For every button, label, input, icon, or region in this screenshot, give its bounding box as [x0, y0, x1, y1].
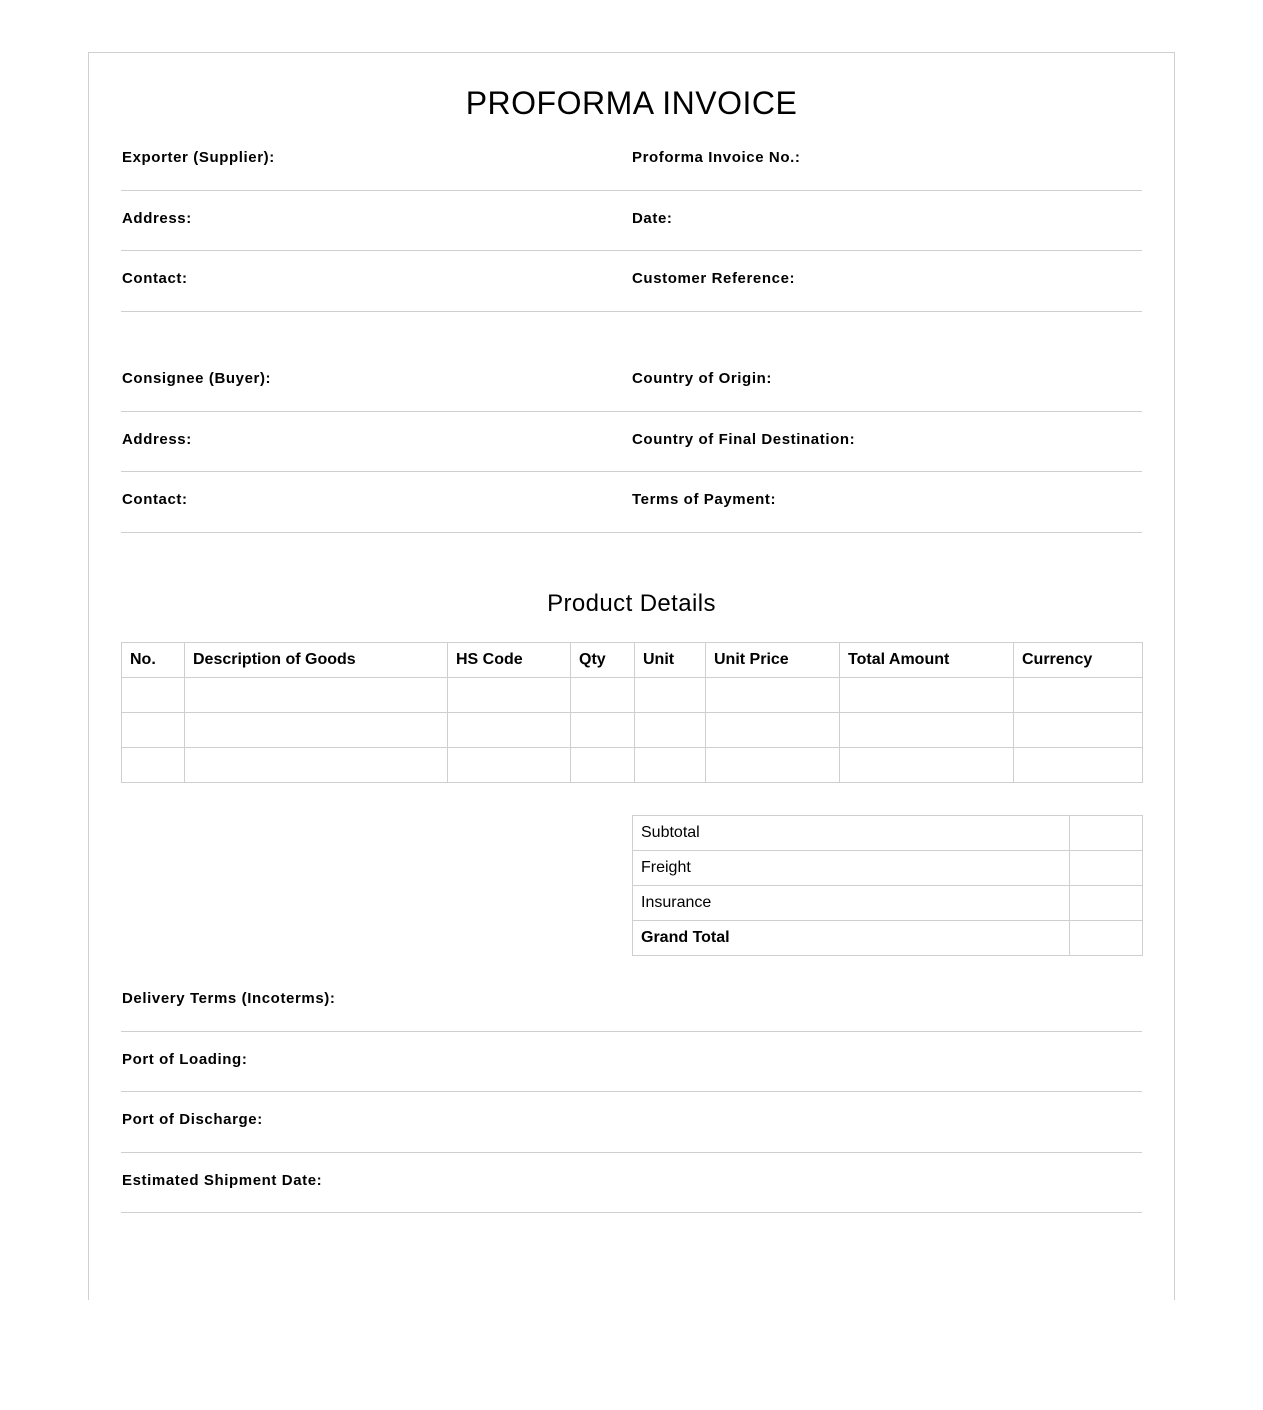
country-of-origin-label: Country of Origin:: [632, 370, 772, 387]
field-row: [121, 130, 1142, 191]
consignee-contact-label: Contact:: [122, 491, 188, 508]
cell-description[interactable]: [185, 748, 448, 783]
cell-hs-code[interactable]: [448, 713, 571, 748]
exporter-section: [121, 130, 1142, 312]
product-table: [121, 642, 1143, 783]
field-row: [121, 1032, 1142, 1093]
field-row: [121, 191, 1142, 252]
delivery-terms-label: Delivery Terms (Incoterms):: [122, 990, 336, 1007]
cell-description[interactable]: [185, 713, 448, 748]
exporter-contact-label: Contact:: [122, 270, 188, 287]
grand-total-label: Grand Total: [633, 921, 1070, 956]
insurance-label: Insurance: [633, 886, 1070, 921]
cell-description[interactable]: [185, 678, 448, 713]
column-header-unit-price: Unit Price: [706, 643, 840, 678]
cell-qty[interactable]: [571, 748, 635, 783]
cell-unit[interactable]: [635, 678, 706, 713]
invoice-number-label: Proforma Invoice No.:: [632, 149, 801, 166]
cell-unit-price[interactable]: [706, 678, 840, 713]
column-header-no: No.: [122, 643, 185, 678]
table-row: [122, 713, 1143, 748]
estimated-shipment-date-label: Estimated Shipment Date:: [122, 1171, 323, 1189]
cell-total-amount[interactable]: [840, 713, 1014, 748]
page-title: PROFORMA INVOICE: [465, 85, 798, 121]
table-row: [122, 748, 1143, 783]
column-header-description: Description of Goods: [185, 643, 448, 678]
field-row: [121, 251, 1142, 312]
final-destination-label: Country of Final Destination:: [632, 430, 856, 448]
cell-qty[interactable]: [571, 713, 635, 748]
consignee-section: [121, 351, 1142, 533]
cell-total-amount[interactable]: [840, 678, 1014, 713]
customer-reference-label: Customer Reference:: [632, 270, 796, 287]
column-header-total-amount: Total Amount: [840, 643, 1014, 678]
column-header-unit: Unit: [635, 643, 706, 678]
table-header-row: [122, 643, 1143, 678]
field-row: [121, 351, 1142, 412]
cell-currency[interactable]: [1014, 713, 1143, 748]
field-row: [121, 412, 1142, 473]
field-row: [121, 1092, 1142, 1153]
column-header-currency: Currency: [1014, 643, 1143, 678]
subtotal-label: Subtotal: [633, 816, 1070, 851]
cell-hs-code[interactable]: [448, 748, 571, 783]
port-of-loading-label: Port of Loading:: [122, 1050, 248, 1068]
column-header-hs-code: HS Code: [448, 643, 571, 678]
cell-qty[interactable]: [571, 678, 635, 713]
column-header-qty: Qty: [571, 643, 635, 678]
terms-of-payment-label: Terms of Payment:: [632, 491, 777, 508]
table-row: [122, 678, 1143, 713]
freight-label: Freight: [633, 851, 1070, 886]
exporter-label: Exporter (Supplier):: [122, 149, 275, 166]
totals-table: [632, 815, 1143, 956]
product-details-title: Product Details: [547, 590, 716, 617]
grand-total-row: [633, 921, 1143, 956]
cell-no[interactable]: [122, 713, 185, 748]
date-label: Date:: [632, 209, 673, 227]
consignee-address-label: Address:: [122, 430, 192, 448]
cell-unit[interactable]: [635, 748, 706, 783]
cell-unit-price[interactable]: [706, 713, 840, 748]
delivery-section: [121, 971, 1142, 1213]
subtotal-value[interactable]: [1070, 816, 1143, 851]
consignee-label: Consignee (Buyer):: [122, 370, 272, 387]
cell-total-amount[interactable]: [840, 748, 1014, 783]
subtotal-row: [633, 816, 1143, 851]
freight-row: [633, 851, 1143, 886]
insurance-value[interactable]: [1070, 886, 1143, 921]
cell-no[interactable]: [122, 678, 185, 713]
cell-hs-code[interactable]: [448, 678, 571, 713]
field-row: [121, 472, 1142, 533]
cell-no[interactable]: [122, 748, 185, 783]
field-row: [121, 971, 1142, 1032]
cell-unit-price[interactable]: [706, 748, 840, 783]
exporter-address-label: Address:: [122, 209, 192, 227]
freight-value[interactable]: [1070, 851, 1143, 886]
cell-unit[interactable]: [635, 713, 706, 748]
invoice-page: [88, 52, 1175, 1300]
cell-currency[interactable]: [1014, 748, 1143, 783]
port-of-discharge-label: Port of Discharge:: [122, 1111, 263, 1128]
field-row: [121, 1153, 1142, 1214]
cell-currency[interactable]: [1014, 678, 1143, 713]
insurance-row: [633, 886, 1143, 921]
grand-total-value[interactable]: [1070, 921, 1143, 956]
